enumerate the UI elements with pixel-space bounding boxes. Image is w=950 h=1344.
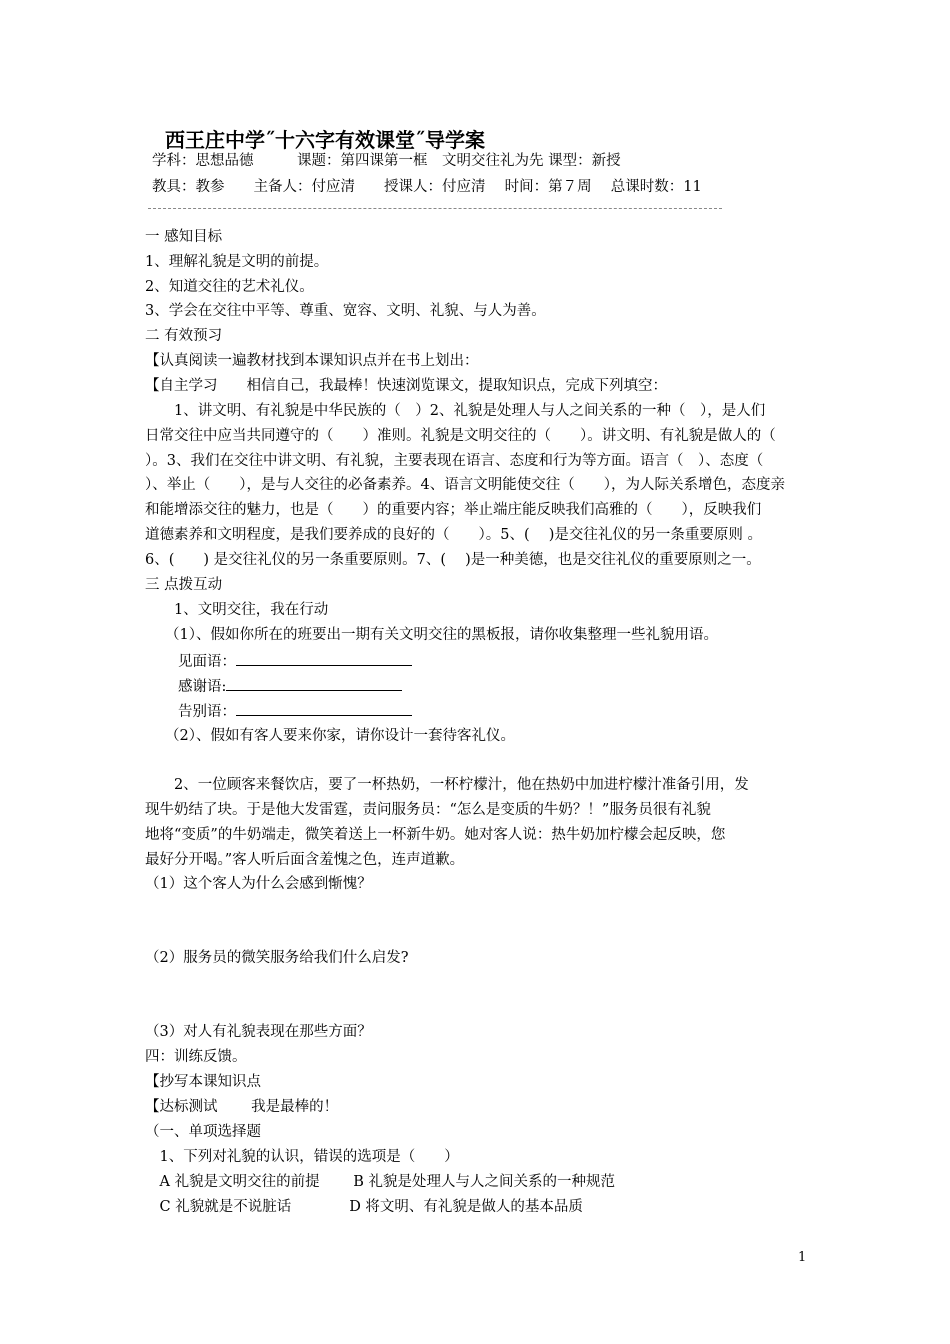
self-study-instruction: 【自主学习 相信自己，我最棒！快速浏览课文，提取知识点，完成下列填空： <box>145 378 667 394</box>
section-3-heading: 三 点拨互动 <box>145 577 223 593</box>
farewell-answer-blank[interactable] <box>236 701 412 716</box>
fill-blank-line: 和能增添交往的魅力，也是（ ）的重要内容；举止端庄能反映我们高雅的（ ），反映我们 <box>145 502 762 518</box>
thanks-answer-blank[interactable] <box>226 676 402 691</box>
section-1-heading: 一 感知目标 <box>145 229 223 245</box>
question-hospitality: （2）、假如有客人要来你家，请你设计一套待客礼仪。 <box>165 728 515 744</box>
fill-blank-line: ）、举止（ ），是与人交往的必备素养。4、语言文明能使交往（ ），为人际关系增色，态度亲 <box>145 477 785 493</box>
farewell-label: 告别语： <box>178 704 236 720</box>
choice-section-heading: （一、单项选择题 <box>145 1124 261 1140</box>
goal-item: 2、知道交往的艺术礼仪。 <box>145 279 314 295</box>
section-2-heading: 二 有效预习 <box>145 328 223 344</box>
copy-instruction: 【抄写本课知识点 <box>145 1074 261 1090</box>
test-instruction: 【达标测试 我是最棒的！ <box>145 1099 339 1115</box>
question-blackboard: （1）、假如你所在的班要出一期有关文明交往的黑板报，请你收集整理一些礼貌用语。 <box>165 627 718 643</box>
greeting-answer-blank[interactable] <box>236 651 412 666</box>
story-line: 地将“变质”的牛奶端走，微笑着送上一杯新牛奶。她对客人说：热牛奶加柠檬会起反映，您 <box>145 827 726 843</box>
thanks-label: 感谢语: <box>178 679 227 695</box>
reading-instruction: 【认真阅读一遍教材找到本课知识点并在书上划出： <box>145 353 479 369</box>
story-line: 最好分开喝。”客人听后面含羞愧之色，连声道歉。 <box>145 852 465 868</box>
fill-blank-line: 1、讲文明、有礼貌是中华民族的（ ）2、礼貌是处理人与人之间关系的一种（ ），是人们 <box>145 403 766 419</box>
section-4-heading: 四：训练反馈。 <box>145 1049 247 1065</box>
greeting-answer-row <box>178 651 412 672</box>
greeting-label: 见面语： <box>178 654 236 670</box>
story-question: （3）对人有礼貌表现在那些方面？ <box>145 1024 372 1040</box>
subsection-heading: 1、文明交往，我在行动 <box>145 602 329 618</box>
thanks-answer-row <box>178 676 402 697</box>
choice-options: A 礼貌是文明交往的前提 B 礼貌是处理人与人之间关系的一种规范 <box>145 1174 615 1190</box>
choice-question: 1、下列对礼貌的认识，错误的选项是（ ） <box>145 1149 459 1165</box>
story-question: （1）这个客人为什么会感到惭愧？ <box>145 876 372 892</box>
goal-item: 3、学会在交往中平等、尊重、宽容、文明、礼貌、与人为善。 <box>145 303 546 319</box>
header-teacher-line: 教具：教参 主备人：付应清 授课人：付应清 时间：第７周 总课时数：11 <box>152 179 702 195</box>
divider <box>148 208 722 209</box>
farewell-answer-row <box>178 701 412 722</box>
page-number: 1 <box>798 1250 807 1265</box>
fill-blank-line: 日常交往中应当共同遵守的（ ）准则。礼貌是文明交往的（ ）。讲文明、有礼貌是做人的（ <box>145 428 776 444</box>
fill-blank-line: ）。3、我们在交往中讲文明、有礼貌，主要表现在语言、态度和行为等方面。语言（ ）、态度（ <box>145 453 764 469</box>
story-line: 2、一位顾客来餐饮店，要了一杯热奶，一杯柠檬汁，他在热奶中加进柠檬汁准备引用，发 <box>145 777 749 793</box>
goal-item: 1、理解礼貌是文明的前提。 <box>145 254 329 270</box>
fill-blank-line: 6、( ) 是交往礼仪的另一条重要原则。7、( )是一种美德，也是交往礼仪的重要原则之一。 <box>145 552 761 568</box>
story-question: （2）服务员的微笑服务给我们什么启发? <box>145 950 409 966</box>
page-title: 西王庄中学˝十六字有效课堂˝导学案 <box>165 128 485 152</box>
header-subject-line: 学科：思想品德 课题：第四课第一框 文明交往礼为先 课型：新授 <box>152 153 621 169</box>
story-line: 现牛奶结了块。于是他大发雷霆，责问服务员：“怎么是变质的牛奶？！”服务员很有礼貌 <box>145 802 711 818</box>
choice-options: C 礼貌就是不说脏话 D 将文明、有礼貌是做人的基本品质 <box>145 1199 583 1215</box>
fill-blank-line: 道德素养和文明程度，是我们要养成的良好的（ ）。5、( )是交往礼仪的另一条重要原则 。 <box>145 527 763 543</box>
